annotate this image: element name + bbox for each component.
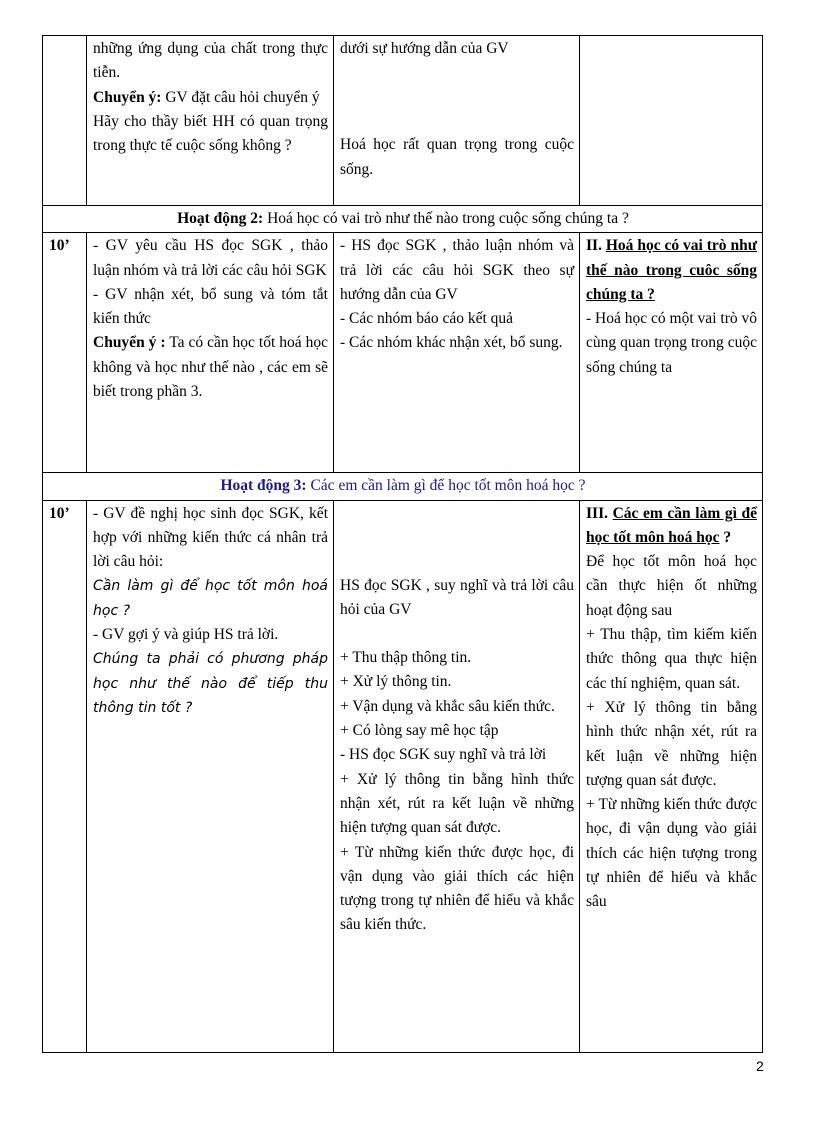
teacher-question: Hãy cho thầy biết HH có quan trọng trong thực tế cuộc sống không ? <box>93 112 328 155</box>
teacher-text: - GV nhận xét, bổ sung và tóm tắt kiến thức <box>93 285 328 328</box>
teacher-activity-cell <box>87 233 334 473</box>
activity-banner-row <box>43 473 763 500</box>
section-heading <box>586 234 757 307</box>
teacher-activity-cell <box>87 36 334 206</box>
activity-label: Hoạt động 2: <box>177 210 264 227</box>
time-cell: 10’ <box>43 500 87 1052</box>
activity-title: Hoá học có vai trò như thế nào trong cuộc sống chúng ta ? <box>263 210 629 227</box>
student-text: - HS đọc SGK suy nghĩ và trả lời <box>340 746 547 764</box>
time-cell <box>43 36 87 206</box>
transition-text: GV đặt câu hỏi chuyển ý <box>161 88 320 106</box>
section-number: III. <box>586 504 608 522</box>
time-cell: 10’ <box>43 233 87 473</box>
student-activity-cell <box>334 233 580 473</box>
student-text: + Từ những kiến thức được học, đi vận dụng vào giải thích các hiện tượng trong tự nhiên để hiểu và khắc sâu kiến thức. <box>340 843 574 934</box>
section-title: Các em cần làm gì để học tốt môn hoá học <box>586 504 758 546</box>
transition-paragraph <box>93 331 328 404</box>
section-heading <box>586 502 757 551</box>
teacher-text: - GV gợi ý và giúp HS trả lời. <box>93 626 279 644</box>
table-row <box>43 500 763 1052</box>
lesson-plan-table <box>42 35 763 1053</box>
page-number: 2 <box>756 1058 764 1074</box>
transition-paragraph <box>93 86 328 110</box>
teacher-question: Cần làm gì để học tốt môn hoá học ? <box>93 578 328 619</box>
transition-label: Chuyển ý: <box>93 88 162 106</box>
content-cell <box>580 500 763 1052</box>
activity-3-banner <box>43 473 763 500</box>
content-text: + Từ những kiến thức được học, đi vận dụng vào giải thích các hiện tượng trong tự nhiên để hiểu và khắc sâu <box>586 796 757 911</box>
student-text: + Xử lý thông tin. <box>340 673 452 691</box>
teacher-text: những ứng dụng của chất trong thực tiễn. <box>93 40 328 82</box>
table-row <box>43 36 763 206</box>
student-text: + Thu thập thông tin. <box>340 649 472 667</box>
student-text: + Có lòng say mê học tập <box>340 722 499 740</box>
content-text: + Thu thập, tìm kiếm kiến thức thông qua thực hiện các thí nghiệm, quan sát. <box>586 626 757 692</box>
content-cell <box>580 233 763 473</box>
activity-label: Hoạt động 3: <box>220 477 307 495</box>
student-text: - Các nhóm báo cáo kết quả <box>340 310 514 328</box>
teacher-text: - GV yêu cầu HS đọc SGK , thảo luận nhóm và trả lời các câu hỏi SGK <box>93 237 328 279</box>
section-title-tail: ? <box>719 528 732 546</box>
activity-title: Các em cần làm gì để học tốt môn hoá học ? <box>306 477 586 495</box>
content-text: Để học tốt môn hoá học cần thực hiện ốt những hoạt động sau <box>586 553 757 619</box>
section-title: Hoá học có vai trò như thế nào trong cuôc sống chúng ta ? <box>586 237 758 303</box>
content-cell <box>580 36 763 206</box>
student-text: - Các nhóm khác nhận xét, bổ sung. <box>340 334 563 352</box>
teacher-activity-cell <box>87 500 334 1052</box>
teacher-question: Chúng ta phải có phương pháp học như thế nào để tiếp thu thông tin tốt ? <box>93 651 328 716</box>
transition-text: Ta có cần học tốt hoá học không và học như thế nào , các em sẽ biết trong phần 3. <box>93 334 328 401</box>
transition-label: Chuyển ý : <box>93 334 166 352</box>
student-answer: Hoá học rất quan trọng trong cuộc sống. <box>340 136 574 178</box>
content-text: + Xử lý thông tin bằng hình thức nhận xét, rút ra kết luận về những hiện tượng quan sát được. <box>586 698 757 789</box>
student-activity-cell <box>334 36 580 206</box>
activity-banner-row <box>43 206 763 233</box>
student-text: + Xử lý thông tin bằng hình thức nhận xét, rút ra kết luận về những hiện tượng quan sát được. <box>340 770 574 837</box>
table-row <box>43 233 763 473</box>
student-activity-cell <box>334 500 580 1052</box>
student-text: HS đọc SGK , suy nghĩ và trả lời câu hỏi của GV <box>340 576 574 618</box>
section-number: II. <box>586 237 602 255</box>
activity-2-banner <box>43 206 763 233</box>
student-text: - HS đọc SGK , thảo luận nhóm và trả lời các câu hỏi SGK theo sự hướng dẫn của GV <box>340 237 574 303</box>
student-text: + Vận dụng và khắc sâu kiến thức. <box>340 697 555 715</box>
content-text: - Hoá học có một vai trò vô cùng quan trọng trong cuộc sống chúng ta <box>586 310 757 376</box>
student-text: dưới sự hướng dẫn của GV <box>340 40 509 57</box>
teacher-text: - GV đề nghị học sinh đọc SGK, kết hợp với những kiến thức cá nhân trả lời câu hỏi: <box>93 504 328 571</box>
